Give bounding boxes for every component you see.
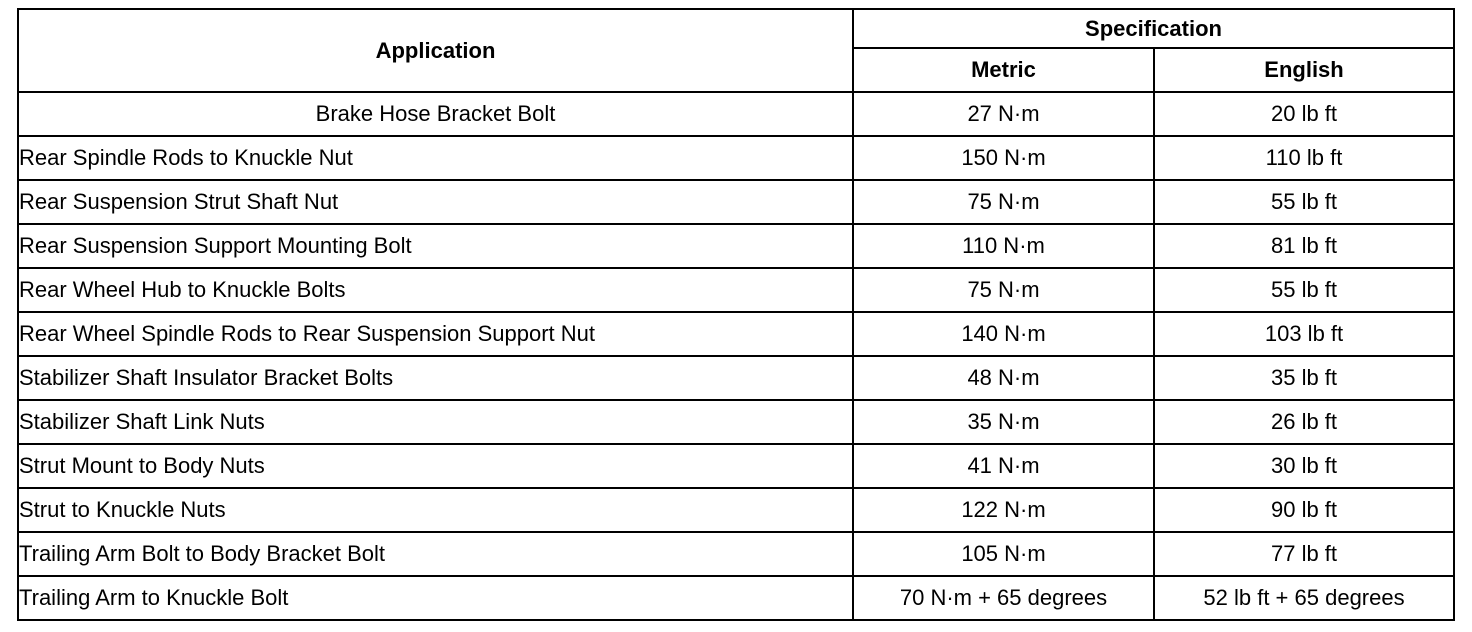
english-cell: 77 lb ft [1154, 532, 1454, 576]
application-cell: Stabilizer Shaft Insulator Bracket Bolts [18, 356, 853, 400]
table-row [18, 488, 1454, 532]
header-specification: Specification [853, 9, 1454, 48]
metric-cell: 48 N·m [853, 356, 1154, 400]
metric-cell: 70 N·m + 65 degrees [853, 576, 1154, 620]
english-cell: 81 lb ft [1154, 224, 1454, 268]
metric-cell: 105 N·m [853, 532, 1154, 576]
english-cell: 110 lb ft [1154, 136, 1454, 180]
header-metric: Metric [853, 48, 1154, 92]
metric-cell: 150 N·m [853, 136, 1154, 180]
table-row [18, 532, 1454, 576]
application-cell: Trailing Arm to Knuckle Bolt [18, 576, 853, 620]
table-row [18, 400, 1454, 444]
metric-cell: 41 N·m [853, 444, 1154, 488]
header-application: Application [18, 9, 853, 92]
english-cell: 55 lb ft [1154, 180, 1454, 224]
table-row [18, 268, 1454, 312]
metric-cell: 27 N·m [853, 92, 1154, 136]
english-cell: 30 lb ft [1154, 444, 1454, 488]
application-cell: Brake Hose Bracket Bolt [18, 92, 853, 136]
english-cell: 55 lb ft [1154, 268, 1454, 312]
table-row [18, 444, 1454, 488]
application-cell: Rear Spindle Rods to Knuckle Nut [18, 136, 853, 180]
table-row [18, 136, 1454, 180]
table-row [18, 312, 1454, 356]
application-cell: Trailing Arm Bolt to Body Bracket Bolt [18, 532, 853, 576]
header-english: English [1154, 48, 1454, 92]
table-row [18, 92, 1454, 136]
english-cell: 103 lb ft [1154, 312, 1454, 356]
application-cell: Stabilizer Shaft Link Nuts [18, 400, 853, 444]
application-cell: Strut Mount to Body Nuts [18, 444, 853, 488]
metric-cell: 75 N·m [853, 268, 1154, 312]
metric-cell: 75 N·m [853, 180, 1154, 224]
english-cell: 26 lb ft [1154, 400, 1454, 444]
english-cell: 20 lb ft [1154, 92, 1454, 136]
table-row [18, 224, 1454, 268]
metric-cell: 110 N·m [853, 224, 1154, 268]
english-cell: 52 lb ft + 65 degrees [1154, 576, 1454, 620]
metric-cell: 140 N·m [853, 312, 1154, 356]
application-cell: Rear Wheel Spindle Rods to Rear Suspension Support Nut [18, 312, 853, 356]
metric-cell: 35 N·m [853, 400, 1154, 444]
application-cell: Strut to Knuckle Nuts [18, 488, 853, 532]
metric-cell: 122 N·m [853, 488, 1154, 532]
table-row [18, 356, 1454, 400]
table-row [18, 180, 1454, 224]
table-row [18, 576, 1454, 620]
torque-specification-table [17, 8, 1455, 621]
english-cell: 35 lb ft [1154, 356, 1454, 400]
application-cell: Rear Suspension Support Mounting Bolt [18, 224, 853, 268]
header-row-top [18, 9, 1454, 48]
english-cell: 90 lb ft [1154, 488, 1454, 532]
application-cell: Rear Suspension Strut Shaft Nut [18, 180, 853, 224]
application-cell: Rear Wheel Hub to Knuckle Bolts [18, 268, 853, 312]
